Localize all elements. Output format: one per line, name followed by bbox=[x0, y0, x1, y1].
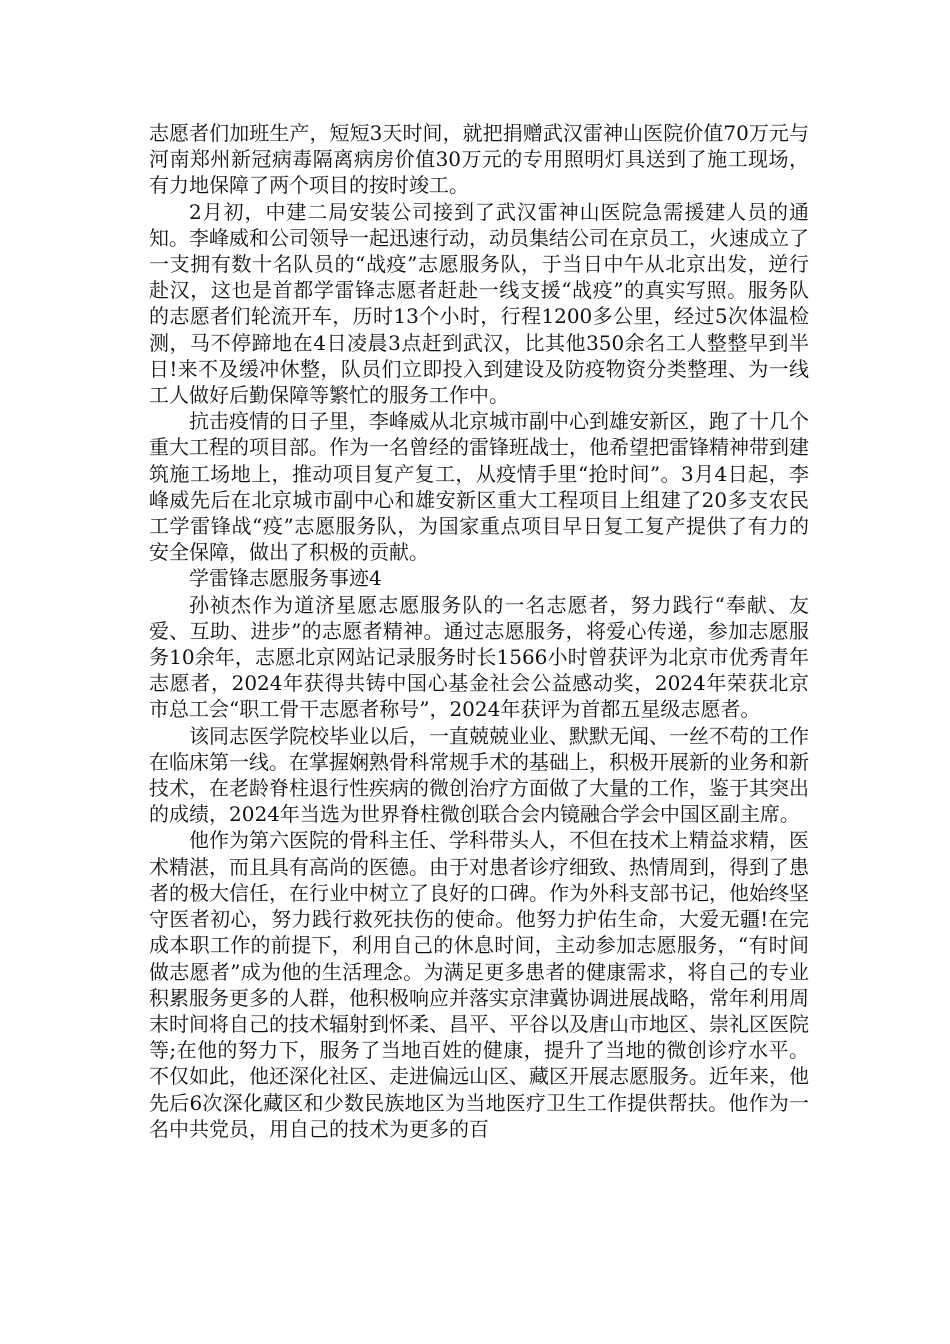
section-heading: 学雷锋志愿服务事迹4 bbox=[189, 566, 382, 591]
paragraph-orthopedic-director: 他作为第六医院的骨科主任、学科带头人，不但在技术上精益求精，医术精湛，而且具有高尚的医德。由于对患者诊疗细致、热情周到，得到了患者的极大信任，在行业中树立了良好的口碑。作为外科支部书记，他始终坚守医者初心，努力践行救死扶伤的使命。他努力护佑生命，大爱无疆!在完成本职工作的前提下，利用自己的休息时间，主动参加志愿服务，“有时间做志愿者”成为他的生活理念。为满足更多患者的健康需求，将自己的专业积累服务更多的人群，他积极响应并落实京津冀协调进展战略，常年利用周末时间将自己的技术辐射到怀柔、昌平、平谷以及唐山市地区、崇礼区医院等;在他的努力下，服务了当地百姓的健康，提升了当地的微创诊疗水平。不仅如此，他还深化社区、走进偏远山区、藏区开展志愿服务。近年来，他先后6次深化藏区和少数民族地区为当地医疗卫生工作提供帮扶。他作为一名中共党员，用自己的技术为更多的百 bbox=[149, 828, 809, 1141]
paragraph-continuation: 志愿者们加班生产，短短3天时间，就把捐赠武汉雷神山医院价值70万元与河南郑州新冠病毒隔离病房价值30万元的专用照明灯具送到了施工现场，有力地保障了两个项目的按时竣工。 bbox=[149, 121, 809, 198]
paragraph-wuhan-support: 2月初，中建二局安装公司接到了武汉雷神山医院急需援建人员的通知。李峰威和公司领导一起迅速行动，动员集结公司在京员工，火速成立了一支拥有数十名队员的“战疫”志愿服务队，于当日中午从北京出发，逆行赴汉，这也是首都学雷锋志愿者赶赴一线支援“战疫”的真实写照。服务队的志愿者们轮流开车，历时13个小时，行程1200多公里，经过5次体温检测，马不停蹄地在4日凌晨3点赶到武汉，比其他350余名工人整整早到半日!来不及缓冲休整，队员们立即投入到建设及防疫物资分类整理、为一线工人做好后勤保障等繁忙的服务工作中。 bbox=[149, 199, 809, 408]
paragraph-volunteer-intro: 孙祯杰作为道济星愿志愿服务队的一名志愿者，努力践行“奉献、友爱、互助、进步”的志愿者精神。通过志愿服务，将爱心传递，参加志愿服务10余年，志愿北京网站记录服务时长1566小时曾获评为北京市优秀青年志愿者，2024年获得共铸中国心基金社会公益感动奖，2024年荣获北京市总工会“职工骨干志愿者称号”，2024年获评为首都五星级志愿者。 bbox=[149, 592, 809, 722]
paragraph-medical-career: 该同志医学院校毕业以后，一直兢兢业业、默默无闻、一丝不苟的工作在临床第一线。在掌握娴熟骨科常规手术的基础上，积极开展新的业务和新技术，在老龄脊柱退行性疾病的微创治疗方面做了大量的工作，鉴于其突出的成绩，2024年当选为世界脊柱微创联合会内镜融合学会中国区副主席。 bbox=[149, 723, 809, 827]
document-body bbox=[149, 120, 809, 1142]
paragraph-fight-epidemic: 抗击疫情的日子里，李峰威从北京城市副中心到雄安新区，跑了十几个重大工程的项目部。作为一名曾经的雷锋班战士，他希望把雷锋精神带到建筑施工场地上，推动项目复产复工，从疫情手里“抢时间”。3月4日起，李峰威先后在北京城市副中心和雄安新区重大工程项目上组建了20多支农民工学雷锋战“疫”志愿服务队，为国家重点项目早日复工复产提供了有力的安全保障，做出了积极的贡献。 bbox=[149, 409, 809, 565]
